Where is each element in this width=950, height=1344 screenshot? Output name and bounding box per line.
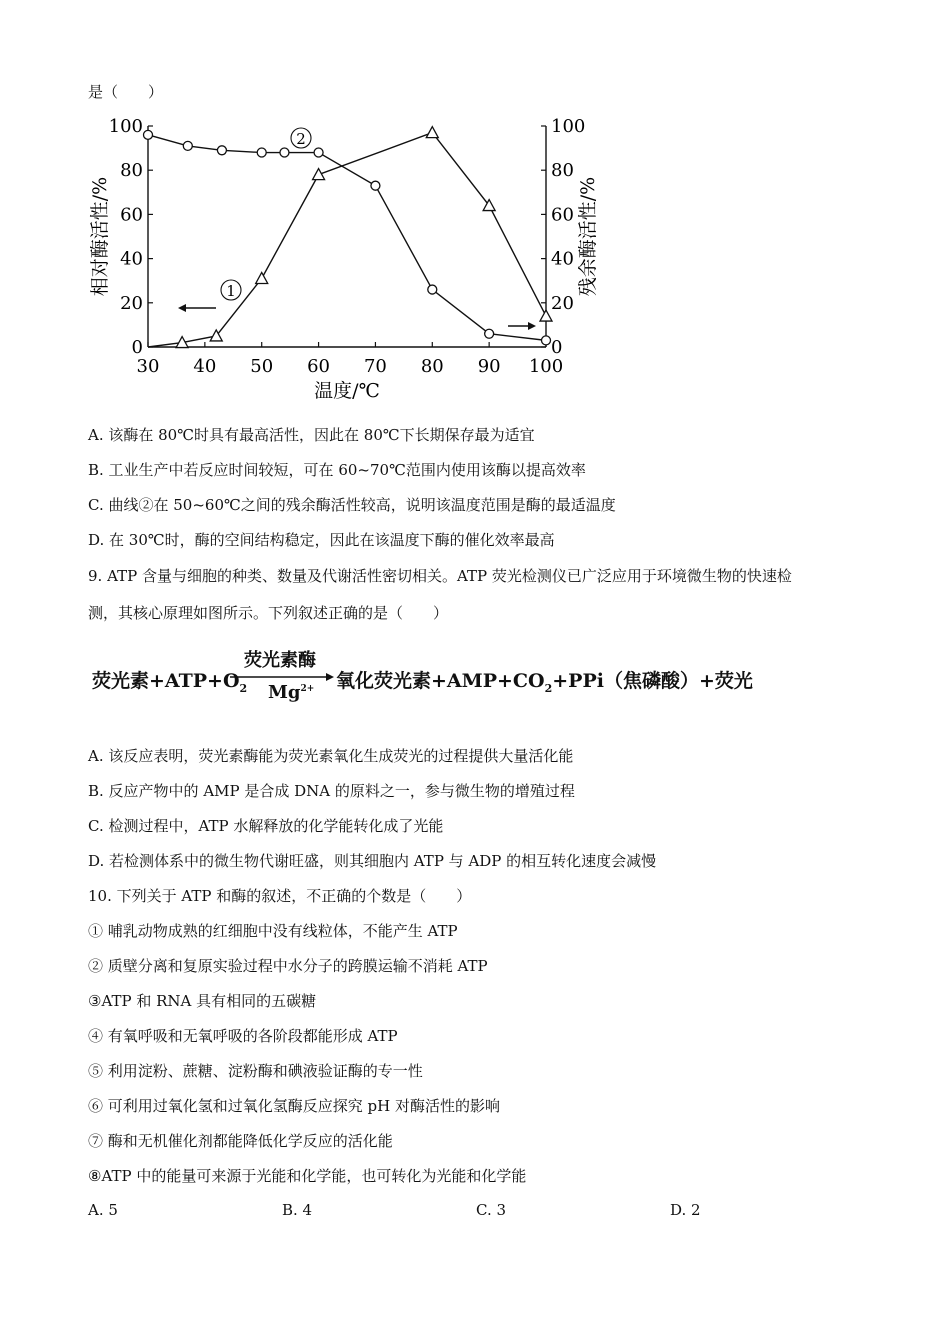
circle-point	[144, 130, 153, 139]
q8-option-b: B. 工业生产中若反应时间较短，可在 60~70℃范围内使用该酶以提高效率	[88, 461, 586, 479]
q9-stem-line2: 测，其核心原理如图所示。下列叙述正确的是（ ）	[88, 604, 449, 622]
enzyme-activity-chart	[88, 112, 628, 412]
left-arrow-icon	[178, 304, 186, 312]
right-y-tick-label: 40	[551, 248, 574, 270]
left-y-tick-label: 40	[120, 248, 143, 270]
left-y-tick-label: 100	[108, 116, 143, 137]
q9-option-b: B. 反应产物中的 AMP 是合成 DNA 的原料之一，参与微生物的增殖过程	[88, 782, 575, 800]
series-2-label: 2	[296, 130, 306, 148]
left-y-axis-label: 相对酶活性/%	[89, 176, 111, 297]
circle-point	[257, 148, 266, 157]
q9-option-a: A. 该反应表明，荧光素酶能为荧光素氧化生成荧光的过程提供大量活化能	[88, 747, 574, 765]
reaction-arrow-icon	[230, 672, 334, 682]
q9-option-d: D. 若检测体系中的微生物代谢旺盛，则其细胞内 ATP 与 ADP 的相互转化速度会减慢	[88, 852, 657, 870]
left-y-tick-label: 60	[120, 204, 143, 226]
right-y-tick-label: 20	[551, 292, 574, 314]
q10-statement-8: ⑧ATP 中的能量可来源于光能和化学能，也可转化为光能和化学能	[88, 1167, 527, 1185]
right-y-tick-label: 60	[551, 204, 574, 226]
q10-option-d: D. 2	[670, 1201, 701, 1219]
left-y-tick-label: 80	[120, 160, 143, 182]
q10-statement-1: ① 哺乳动物成熟的红细胞中没有线粒体，不能产生 ATP	[88, 922, 458, 940]
circle-point	[371, 181, 380, 190]
q10-statement-4: ④ 有氧呼吸和无氧呼吸的各阶段都能形成 ATP	[88, 1027, 398, 1045]
q8-option-a: A. 该酶在 80℃时具有最高活性，因此在 80℃下长期保存最为适宜	[88, 426, 535, 444]
q10-statement-3: ③ATP 和 RNA 具有相同的五碳糖	[88, 992, 317, 1010]
x-tick-label: 50	[250, 356, 274, 377]
left-y-tick-label: 20	[120, 292, 143, 314]
circle-point	[428, 285, 437, 294]
right-arrow-icon	[528, 322, 536, 330]
triangle-point	[313, 169, 325, 180]
q10-statement-7: ⑦ 酶和无机催化剂都能降低化学反应的活化能	[88, 1132, 393, 1150]
question-fragment: 是（ ）	[88, 83, 164, 101]
circle-point	[542, 336, 551, 345]
q10-statement-2: ② 质壁分离和复原实验过程中水分子的跨膜运输不消耗 ATP	[88, 957, 488, 975]
q10-option-c: C. 3	[476, 1201, 507, 1219]
equation-reactants: 荧光素$+ATP+O_2$	[92, 670, 248, 695]
x-tick-label: 90	[477, 356, 501, 377]
circle-point	[314, 148, 323, 157]
q9-stem-line1: 9. ATP 含量与细胞的种类、数量及代谢活性密切相关。ATP 荧光检测仪已广泛应用于环境微生物的快速检	[88, 567, 792, 585]
right-y-axis-label: 残余酶活性/%	[577, 176, 599, 297]
q10-option-a: A. 5	[88, 1201, 118, 1219]
equation-products: 氧化荧光素$+AMP+CO_2+PPi$（焦磷酸）+荧光	[336, 670, 753, 695]
right-y-tick-label: 100	[551, 116, 586, 137]
triangle-point	[426, 127, 438, 138]
circle-point	[217, 146, 226, 155]
q10-stem: 10. 下列关于 ATP 和酶的叙述，不正确的个数是（ ）	[88, 887, 472, 905]
x-tick-label: 70	[363, 356, 387, 377]
equation-enzyme: 荧光素酶	[244, 650, 316, 671]
circle-point	[183, 141, 192, 150]
x-tick-label: 80	[420, 356, 444, 377]
q9-option-c: C. 检测过程中，ATP 水解释放的化学能转化成了光能	[88, 817, 444, 835]
x-tick-label: 100	[528, 356, 564, 377]
right-y-tick-label: 0	[551, 337, 563, 358]
q10-option-b: B. 4	[282, 1201, 313, 1219]
circle-point	[280, 148, 289, 157]
x-tick-label: 40	[193, 356, 217, 377]
circle-point	[485, 329, 494, 338]
q10-statement-6: ⑥ 可利用过氧化氢和过氧化氢酶反应探究 pH 对酶活性的影响	[88, 1097, 500, 1115]
x-tick-label: 30	[136, 356, 160, 377]
series-1-label: 1	[226, 282, 236, 300]
series-line-1	[148, 133, 546, 347]
equation-cofactor: $Mg^{2+}$	[268, 682, 315, 703]
q8-option-d: D. 在 30℃时，酶的空间结构稳定，因此在该温度下酶的催化效率最高	[88, 531, 555, 549]
luciferase-reaction-equation	[92, 642, 752, 712]
x-tick-label: 60	[307, 356, 331, 377]
q10-statement-5: ⑤ 利用淀粉、蔗糖、淀粉酶和碘液验证酶的专一性	[88, 1062, 423, 1080]
q8-option-c: C. 曲线②在 50~60℃之间的残余酶活性较高，说明该温度范围是酶的最适温度	[88, 496, 616, 514]
right-y-tick-label: 80	[551, 160, 574, 182]
series-line-2	[148, 135, 546, 341]
left-y-tick-label: 0	[131, 337, 143, 358]
x-axis-label: 温度/℃	[314, 380, 380, 402]
triangle-point	[256, 272, 268, 283]
